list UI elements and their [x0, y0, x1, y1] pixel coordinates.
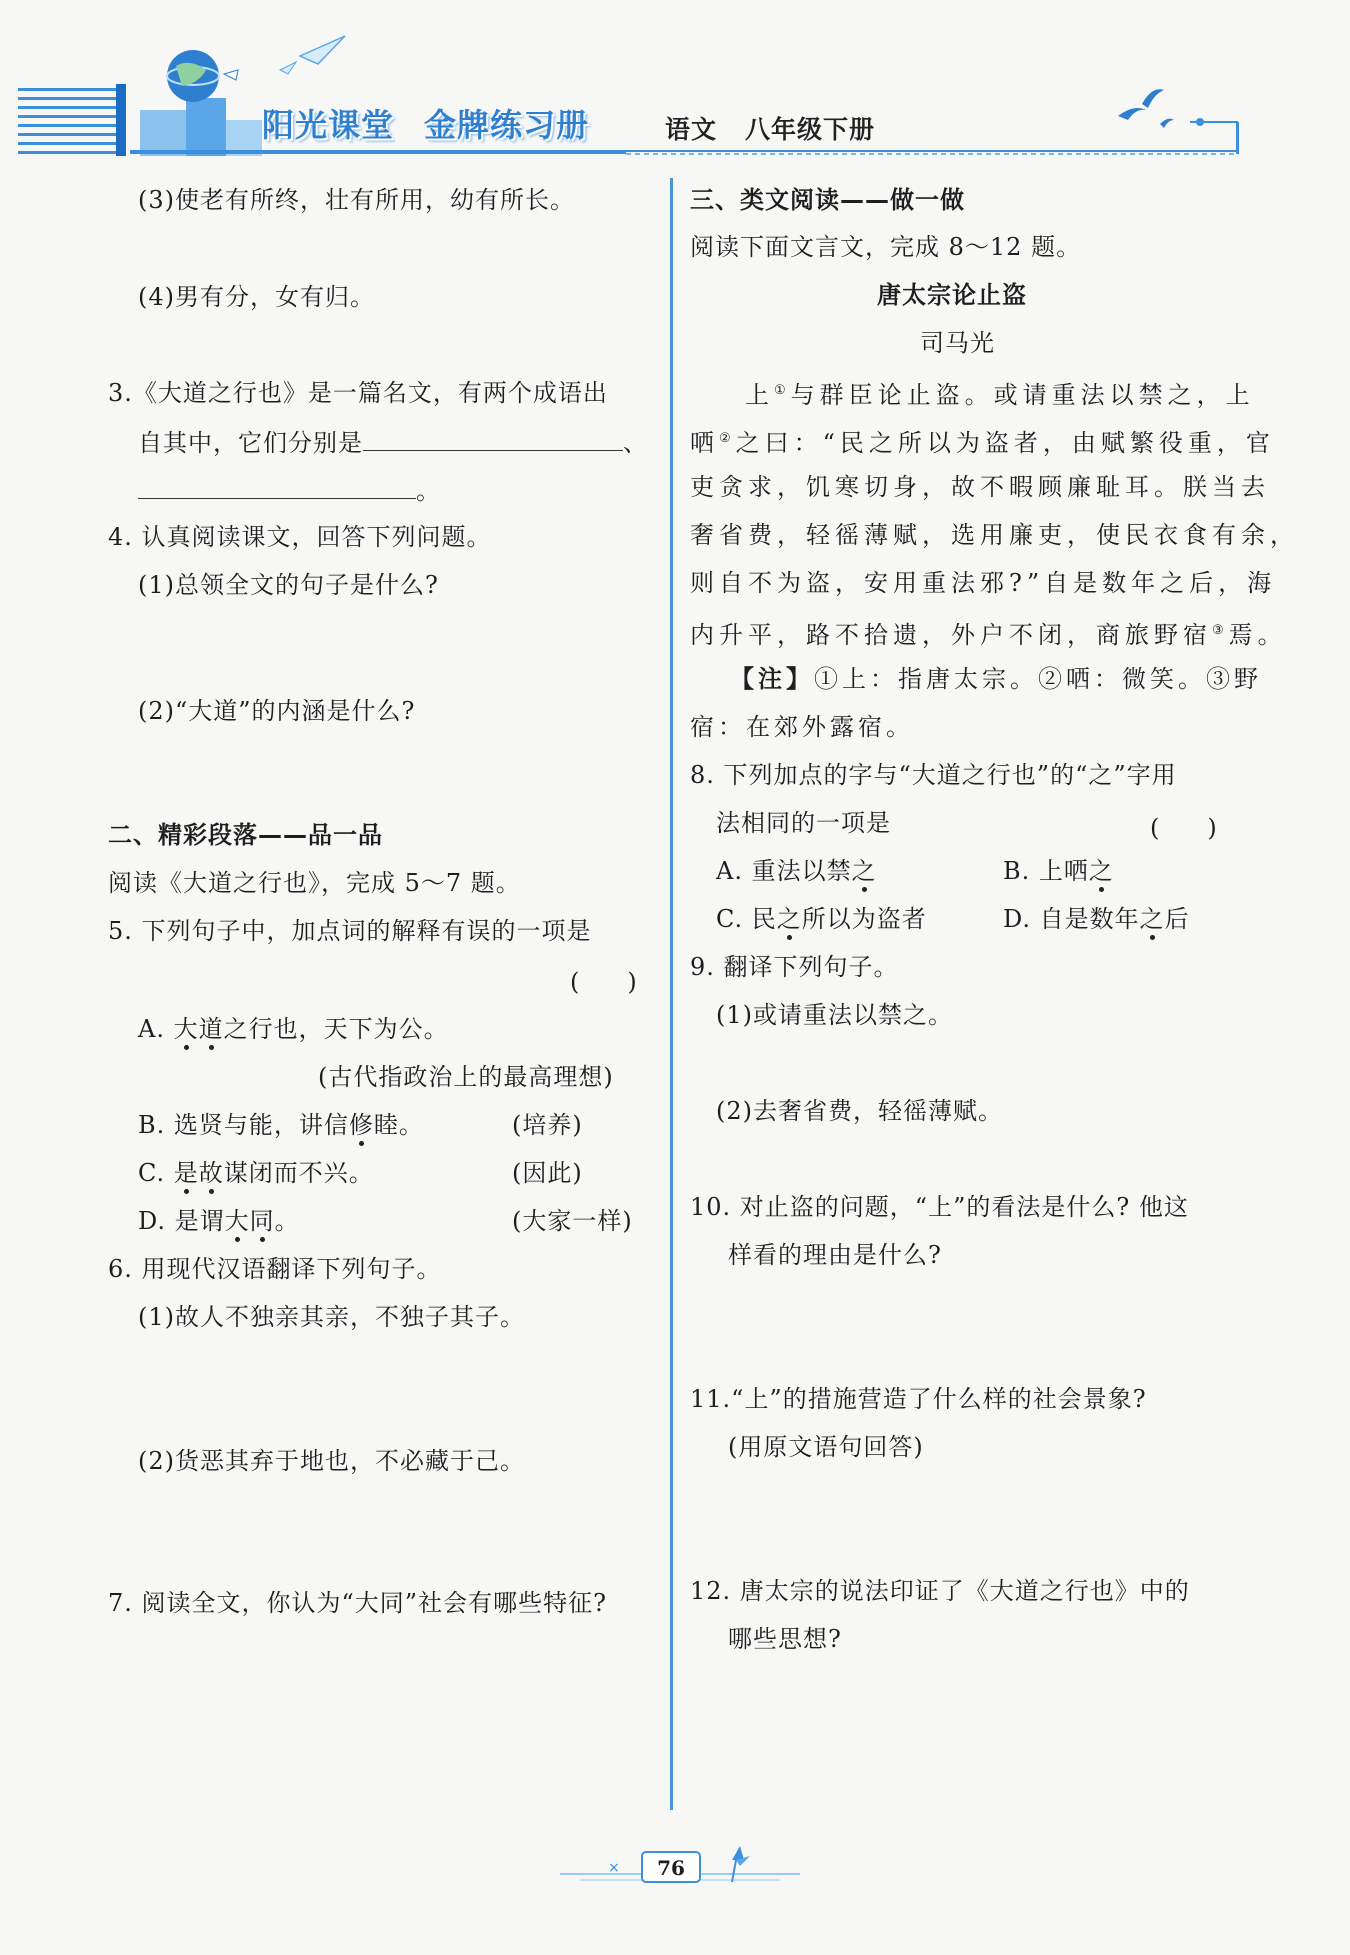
q8-option-a: A. 重法以禁之: [716, 857, 877, 885]
brand-sub: 金牌练习册: [424, 106, 590, 144]
passage-title: 唐太宗论止盗: [877, 281, 1027, 309]
q3-line1: 3.《大道之行也》是一篇名文，有两个成语出: [108, 379, 608, 407]
passage-line-6: [690, 614, 1287, 652]
q3-separator: 、: [623, 429, 648, 457]
passage-line-1-text: 与群臣论止盗。或请重法以禁之，上: [790, 381, 1255, 409]
q4-title: 4. 认真阅读课文，回答下列问题。: [108, 523, 492, 551]
answer-blank-2[interactable]: [138, 472, 416, 499]
q8-line1: 8. 下列加点的字与“大道之行也”的“之”字用: [690, 761, 1177, 789]
passage-word-shen: 哂: [690, 429, 719, 457]
grade: 八年级下册: [745, 115, 876, 144]
passage-line-3: 吏贪求，饥寒切身，故不暇顾廉耻耳。朕当去: [690, 473, 1270, 501]
q10-line2: 样看的理由是什么?: [728, 1241, 942, 1269]
section3-title: 三、类文阅读——做一做: [690, 186, 965, 214]
q3-end: 。: [416, 477, 441, 505]
q6-item-2: (2)货恶其弃于地也，不必藏于己。: [138, 1447, 525, 1475]
subject-grade: [665, 110, 875, 146]
subject: 语文: [665, 115, 718, 144]
q8-answer-paren[interactable]: ( ): [1150, 814, 1217, 842]
q2-item-4: (4)男有分，女有归。: [138, 283, 375, 311]
svg-text:×: ×: [608, 1860, 620, 1876]
q6-item-1: (1)故人不独亲其亲，不独子其子。: [138, 1303, 525, 1331]
section2-title: 二、精彩段落——品一品: [108, 821, 383, 849]
q11-line2: (用原文语句回答): [728, 1433, 924, 1461]
q9-item-1: (1)或请重法以禁之。: [716, 1001, 953, 1029]
globe-icon: [140, 50, 262, 156]
q8-line2: 法相同的一项是: [716, 809, 891, 837]
q5-option-a-note: (古代指政治上的最高理想): [318, 1063, 614, 1091]
birds-icon: [1118, 89, 1174, 128]
footnote-mark-3: ③: [1212, 623, 1229, 638]
passage-line-1: [745, 374, 1255, 412]
page-header: [0, 0, 1350, 175]
q9-item-2: (2)去奢省费，轻徭薄赋。: [716, 1097, 1003, 1125]
q5-option-b-note: (培养): [512, 1111, 583, 1139]
passage-author: 司马光: [920, 329, 995, 357]
passage-line-5: 则自不为盗，安用重法邪?”自是数年之后，海: [690, 569, 1277, 597]
pinwheel-icon: [732, 1846, 750, 1882]
q3-line2: [138, 424, 648, 460]
section3-intro: 阅读下面文言文，完成 8～12 题。: [690, 233, 1082, 261]
passage-line-6-text: 内升平，路不拾遗，外户不闭，商旅野宿: [690, 621, 1212, 649]
note-line-2: 宿：在郊外露宿。: [690, 713, 914, 741]
footnote-mark-1: ①: [774, 383, 791, 398]
passage-line-6-end: 焉。: [1228, 621, 1287, 649]
header-decoration: [0, 0, 1350, 175]
q3-line3: [138, 472, 441, 508]
q8-option-d: D. 自是数年之后: [1003, 905, 1190, 933]
brand-main: 阳光课堂: [262, 106, 395, 144]
q5-option-d-note: (大家一样): [512, 1207, 633, 1235]
note-line-1: [730, 662, 1262, 696]
q5-option-b: B. 选贤与能，讲信修睦。: [138, 1111, 424, 1139]
q5-title: 5. 下列句子中，加点词的解释有误的一项是: [108, 917, 592, 945]
section2-intro: 阅读《大道之行也》，完成 5～7 题。: [108, 869, 521, 897]
q12-line1: 12. 唐太宗的说法印证了《大道之行也》中的: [690, 1577, 1190, 1605]
q10-line1: 10. 对止盗的问题，“上”的看法是什么? 他这: [690, 1193, 1189, 1221]
q5-option-c-note: (因此): [512, 1159, 583, 1187]
q7: 7. 阅读全文，你认为“大同”社会有哪些特征?: [108, 1589, 607, 1617]
paper-plane-icon: [280, 36, 345, 74]
passage-line-2-text: 之曰：“民之所以为盗者，由赋繁役重，官: [735, 429, 1275, 457]
q9-title: 9. 翻译下列句子。: [690, 953, 899, 981]
q8-option-c: C. 民之所以为盗者: [716, 905, 927, 933]
q5-option-a: A. 大道之行也，天下为公。: [138, 1015, 449, 1043]
q2-item-3: (3)使老有所终，壮有所用，幼有所长。: [138, 186, 575, 214]
passage-line-4: 奢省费，轻徭薄赋，选用廉吏，使民衣食有余，: [690, 521, 1299, 549]
note-line-1-text: ①上：指唐太宗。②哂：微笑。③野: [814, 665, 1262, 693]
q11-line1: 11.“上”的措施营造了什么样的社会景象?: [690, 1385, 1147, 1413]
header-stripes: [18, 84, 126, 156]
passage-word-shang: 上: [745, 381, 774, 409]
brand-title: [262, 100, 589, 146]
note-label: 【注】: [730, 665, 814, 693]
footnote-mark-2: ②: [719, 431, 736, 446]
q12-line2: 哪些思想?: [728, 1625, 842, 1653]
q5-answer-paren[interactable]: ( ): [570, 968, 637, 996]
q4-item-1: (1)总领全文的句子是什么?: [138, 571, 439, 599]
q3-prompt: 自其中，它们分别是: [138, 429, 363, 457]
q6-title: 6. 用现代汉语翻译下列句子。: [108, 1255, 442, 1283]
passage-line-2: [690, 422, 1275, 460]
answer-blank-1[interactable]: [363, 424, 623, 451]
q4-item-2: (2)“大道”的内涵是什么?: [138, 697, 416, 725]
q5-option-c: C. 是故谋闭而不兴。: [138, 1159, 374, 1187]
q8-option-b: B. 上哂之: [1003, 857, 1114, 885]
q5-option-d: D. 是谓大同。: [138, 1207, 300, 1235]
column-divider: [670, 178, 673, 1810]
page-number: 76: [657, 1856, 685, 1880]
